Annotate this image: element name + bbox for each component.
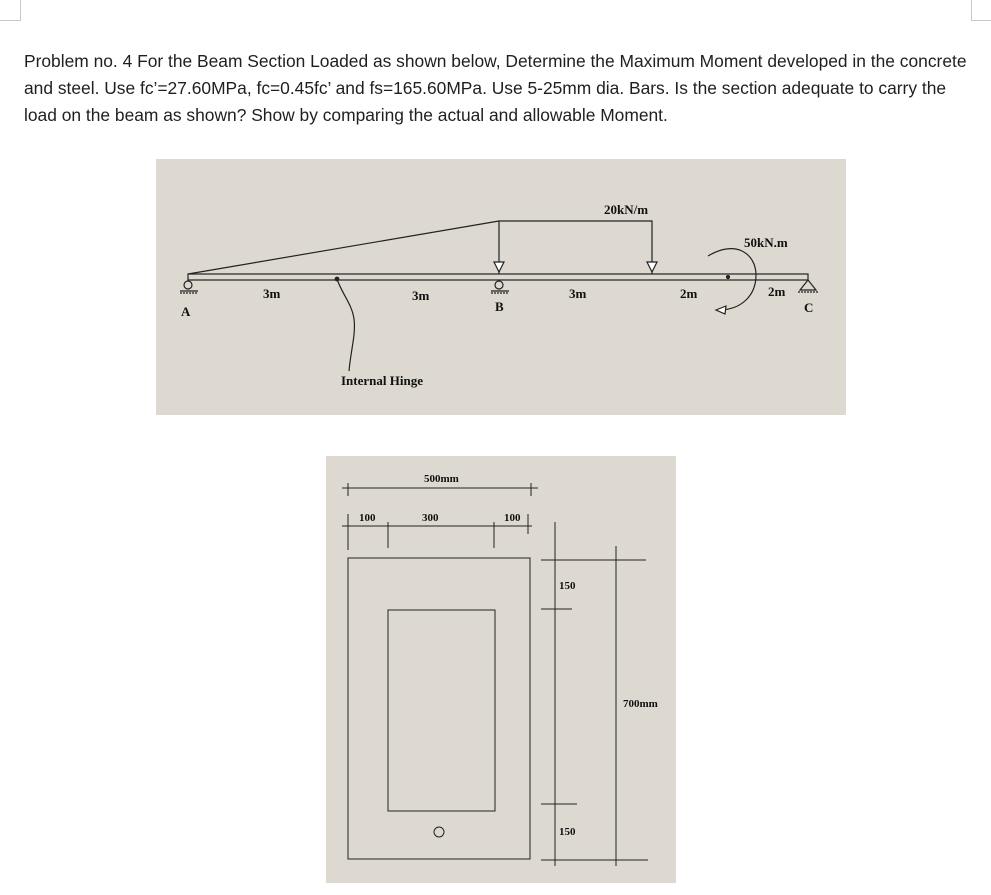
span-label-2: 3m [412,288,430,303]
right-flange-label: 100 [504,512,521,524]
width-label: 500mm [424,473,459,485]
support-label-a: A [181,304,191,319]
moment-label: 50kN.m [744,235,788,250]
section-void [388,610,495,811]
support-a-pin [184,281,192,289]
support-c-triangle [800,280,816,290]
span-label-4: 2m [680,286,698,301]
page-corner-mark-right [971,0,991,21]
hinge-leader [337,279,354,371]
height-label: 700mm [623,698,658,710]
beam-section-diagram [326,456,676,883]
problem-statement: Problem no. 4 For the Beam Section Loaded as shown below, Determine the Maximum Moment developed in the concrete and steel. Use fc’=27.60MPa, fc=0.45fc’ and fs=165.60MPa. Use 5-25mm dia. Bars. Is the section adequate to carry the load on the beam as shown? Show by comparing the actual and allowable Moment. [24,51,967,125]
span-label-1: 3m [263,286,281,301]
page-corner-mark-left [0,0,21,21]
bottom-depth-label: 150 [559,826,576,838]
support-label-c: C [804,300,814,315]
beam-loading-diagram [156,159,846,415]
span-label-3: 3m [569,286,587,301]
uniform-load-outline [499,221,652,274]
rebar [434,827,444,837]
support-b-roller [495,281,503,289]
moment-arrowhead [716,306,726,314]
left-flange-label: 100 [359,512,376,524]
load-arrow-end [647,262,657,272]
span-label-5: 2m [768,284,786,299]
section-outline [348,558,530,859]
hinge-label: Internal Hinge [341,373,423,388]
top-depth-label: 150 [559,580,576,592]
middle-label: 300 [422,512,439,524]
triangular-load-edge [188,221,499,274]
load-label: 20kN/m [604,202,649,217]
load-arrow-b [494,262,504,272]
beam [188,274,808,280]
support-label-b: B [495,299,504,314]
